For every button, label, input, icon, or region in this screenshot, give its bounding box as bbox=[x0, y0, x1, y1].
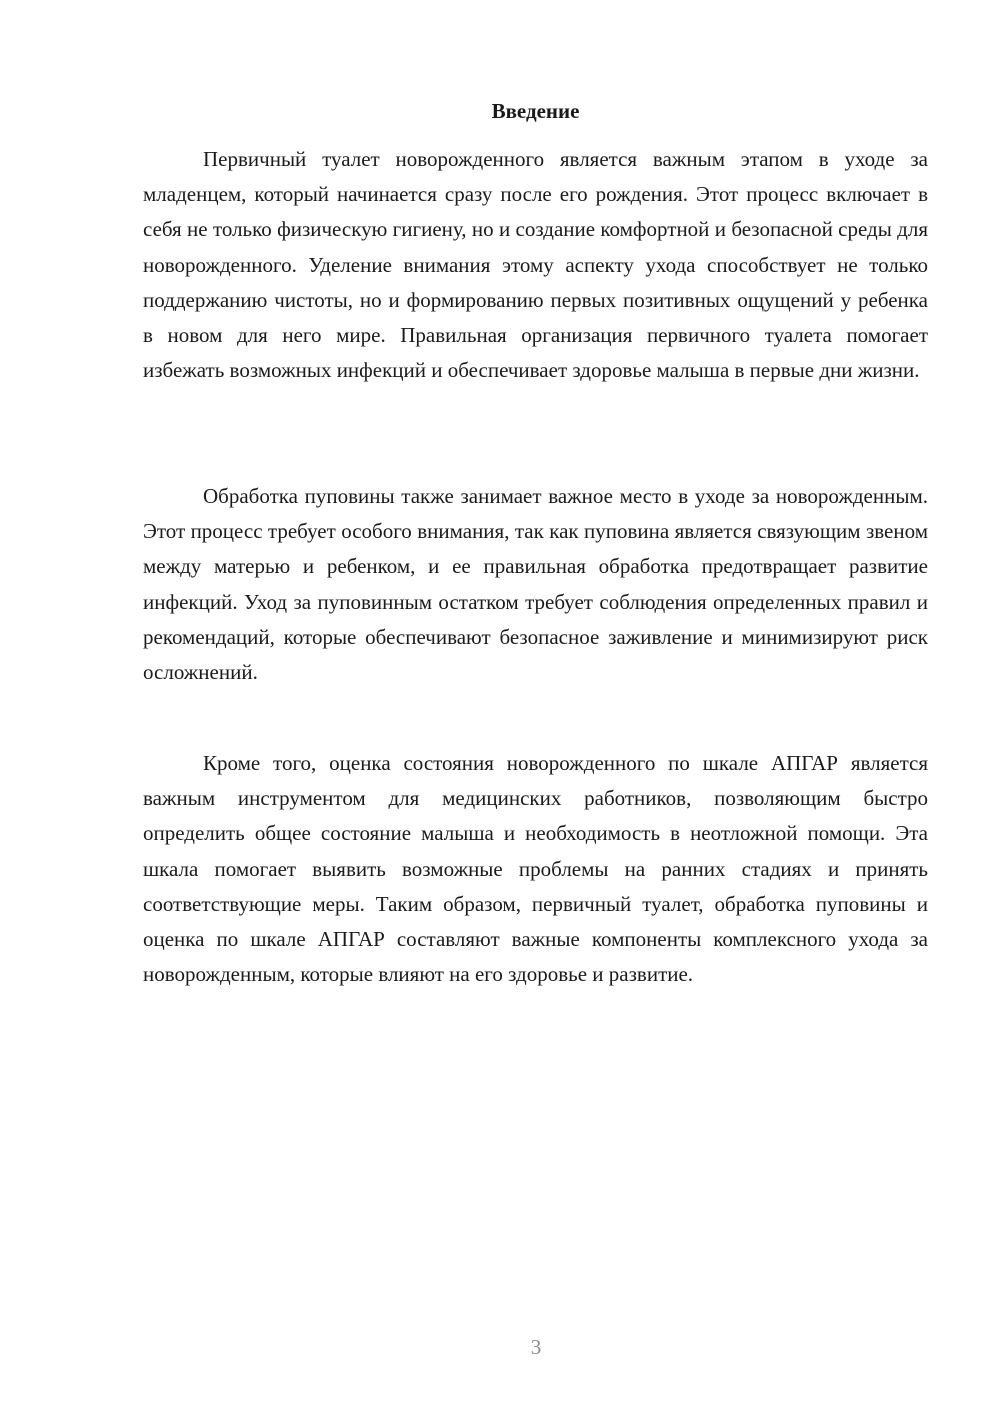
page-title: Введение bbox=[491, 99, 580, 123]
paragraph-umbilical-cord: Обработка пуповины также занимает важное место в уходе за новорожденным. Этот процесс требует особого внимания, так как пуповина является связующим звеном между матерью и ребенком, и ее правильная обработка предотвращает развитие инфекций. Уход за пуповинным остатком требует соблюдения определенных правил и рекомендаций, которые обеспечивают безопасное заживление и минимизируют риск осложнений. bbox=[143, 484, 928, 685]
paragraph-primary-toilet: Первичный туалет новорожденного является важным этапом в уходе за младенцем, который начинается сразу после его рождения. Этот процесс включает в себя не только физическую гигиену, но и создание комфортной и безопасной среды для новорожденного. Уделение внимания этому аспекту ухода способствует не только поддержанию чистоты, но и формированию первых позитивных ощущений у ребенка в новом для него мире. Правильная организация первичного туалета помогает избежать возможных инфекций и обеспечивает здоровье малыша в первые дни жизни. bbox=[143, 147, 928, 383]
page-number: 3 bbox=[530, 1335, 542, 1359]
paragraph-apgar-score: Кроме того, оценка состояния новорожденного по шкале АПГАР является важным инструментом для медицинских работников, позволяющим быстро определить общее состояние малыша и необходимость в неотложной помощи. Эта шкала помогает выявить возможные проблемы на ранних стадиях и принять соответствующие меры. Таким образом, первичный туалет, обработка пуповины и оценка по шкале АПГАР составляют важные компоненты комплексного ухода за новорожденным, которые влияют на его здоровье и развитие. bbox=[143, 751, 928, 987]
